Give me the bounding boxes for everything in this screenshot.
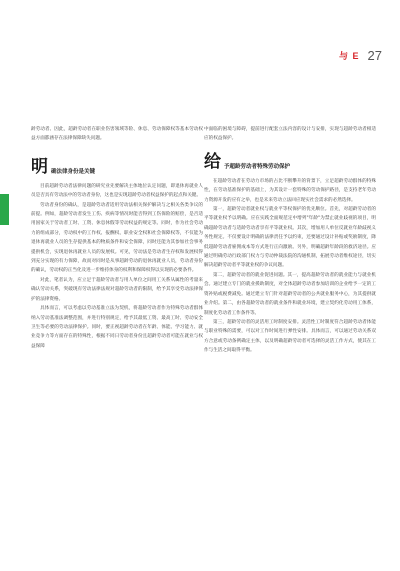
body-paragraph: 劳动者身份的确认，是超龄劳动者适用劳动法相关保护解决与之相关各类争议的前提。例如，超龄劳动者发生工伤、疾病等情况时能否得到工伤保险的赔偿，是否适用国家关于劳动者工时、工资、休息休假等劳动权益的规定等。同时，作为社会劳动力的组成部分，劳动权中的工作权、报酬权、职业安全权和社会保障权等，不仅能为退休再就业人员的生存提供基本的物质条件和安全保障，同时还能为其参加社会事务提供机会，实现退休再就业人员的发展权。可见，劳动法是劳动者生存权和发展权得到充分实现的有力保障，故而对同时是从事超龄劳动的退休再就业人员，劳动者身份的确认，劳动权的正当化及进一步维持体身的权利和保障权得以实现的必要条件。 [31,202,203,274]
body-paragraph: 在超龄劳动者在劳动力市场的占比不断攀升的背景下，立足超龄劳动群体的特殊性，在劳动基准保护的基础上，为其设计一套特殊的劳动保护路径，是支持老年劳动力资源开发的应有之举，也是未来劳动立法回应现实社会需求的必然选择。 [204,178,376,203]
page-header [339,48,382,63]
body-paragraph: 第一，超龄劳动者就业权与就业平等权保护的优先顺位。首先，对超龄劳动者的平等就业权予以明确。应在实践全面规范定中增列"年龄"为禁止就业歧视的项目，明确超龄劳动者与适龄劳动者享有平等就业权。其次，增加用人单位反就业年龄歧视义务性规定。不仅要设计明确的法律责任予以约束，还要通过设计补贴或奖励制度，降低超龄劳动者雇佣成本等方式进行正向激励。另外，明确超龄年龄段的救济途径。应通过明确劳动行政部门权力与劳动仲裁法院的沟通机制，拓展劳动者维权途径，切实解决超龄劳动者平等就业权的争议问题。 [204,207,376,269]
body-paragraph: 具体而言，可以考虑以劳动基准立法为契机，将超龄劳动者作为特殊劳动者群体纳入劳动基准法调整范围，并进行特别规定，给予其最低工资、最高工时、劳动安全卫生等必要的劳动法律保护。同时，要正视超龄劳动者在年龄、体能、学习能力、就业竞争力等方面存在的特殊性，根据不同日劳动者身份且超龄劳动者可能在就业与权益保障 [31,306,203,349]
body-paragraph: 目前超龄劳动者法律问题的研究业先要解决主体地位认定问题，即退休再就业人员是否具有劳动法中的劳动者身份，这也是实现超龄劳动者权益保护的起点和关键。 [31,183,203,199]
body-paragraph: 第三，超龄劳动者的灵活用工时制度安排。灵活性工时制度符合超龄劳动者体能与职业特殊的需要，可以对工作时间进行弹性安排。具体而言，可以通过劳动关系双方合意或劳动条例确定主体，以及明确超龄劳动者可选择的灵活工作方式，使其在工作与生活之间取得平衡。 [204,319,376,354]
body-paragraph: 第二，超龄劳动者的就业促进问题。其一，提高超龄劳动者的就业能力与就业机会。通过建立专门的就业援助制度，对全体超龄劳动者参加培训的企业给予一定的工资补贴或税费减免。通过建立专门针对超龄劳动者的公共就业服务中心，为其提供就业介绍。第二，由各超龄劳动者的就业条件和就业环境，建立契约化劳动用工体系，制度化劳动者工作条件等。 [204,272,376,316]
right-heading-initial: 给 [204,151,221,172]
left-column [31,125,203,351]
body-paragraph: 对此，笔者认为，应立足于超龄劳动者与用人单位之间用工关系从属性的考量来确认劳动关系，突破现有劳动法律法规对超龄劳动者的限制，给予其享受劳动法律保护的法律资格。 [31,277,203,302]
left-intro-paragraph: 龄劳动者、因此，超龄劳动者在职业伤害领域等险、休息、劳动保障权等基本劳动权益方面都涵存在法律保障缺失问题。 [31,127,203,142]
right-column [204,125,376,356]
magazine-logo: 与 E [339,51,360,61]
right-intro-paragraph: 中面临的困境与障碍，提前进行配套立法内容的设计与安排，实现与超龄劳动者相适应的权益保护。 [204,127,376,142]
left-heading-title: 确法律身份是关键 [51,168,96,175]
right-section-heading [204,151,376,172]
left-heading-initial: 明 [31,156,48,177]
left-section-heading [31,156,203,177]
page-number: 27 [367,48,382,63]
right-heading-title: 予超龄劳动者特殊劳动保护 [224,163,291,170]
section-tab-marker [0,194,9,225]
